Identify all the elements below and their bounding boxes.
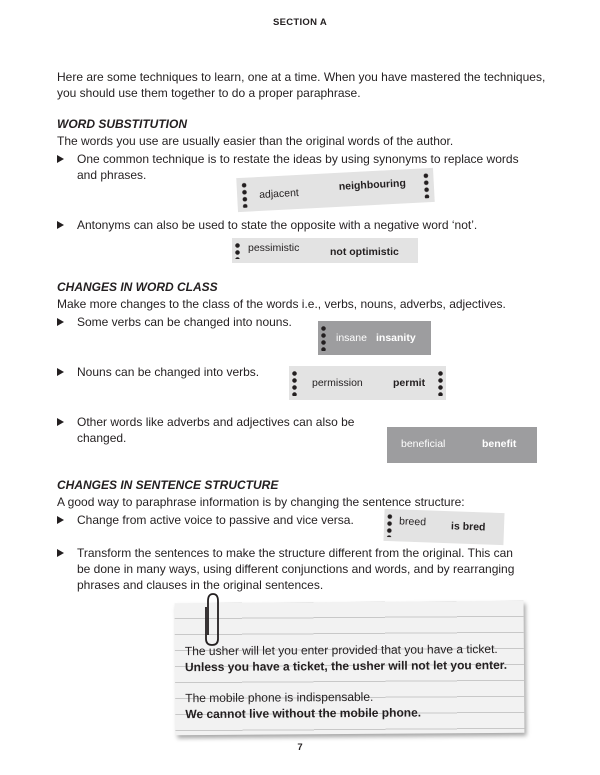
bullet-active-passive [57,512,377,528]
page-number: 7 [297,742,303,753]
heading-sentence-structure: CHANGES IN SENTENCE STRUCTURE [57,478,279,492]
word-substitution-desc: The words you use are usually easier than the original words of the author. [57,134,454,148]
tag-original-word: beneficial [401,438,446,450]
intro-line-1: Here are some techniques to learn, one at a time. When you have mastered the techniques, [57,70,546,84]
word-tag-pessimistic-not-optimistic [232,238,418,263]
bullet-text: Antonyms can also be used to state the opposite with a negative word ‘not’. [77,218,478,232]
sentence-structure-desc: A good way to paraphrase information is by changing the sentence structure: [57,495,465,509]
tag-new-word: is bred [450,520,486,534]
tag-new-word: neighbouring [338,177,407,193]
tag-new-word: not optimistic [330,246,399,258]
bullet-arrow-icon [57,318,64,326]
word-tag-breed-is-bred [383,509,504,545]
binder-holes [321,325,326,351]
word-class-desc: Make more changes to the class of the words i.e., verbs, nouns, adverbs, adjectives. [57,297,506,311]
bullet-verbs-to-nouns [57,314,317,330]
bullet-text: Other words like adverbs and adjectives can also be [77,415,355,429]
binder-holes [438,370,443,396]
paperclip-icon [202,591,222,647]
word-tag-permission-permit [289,366,446,400]
example-1-paraphrase: Unless you have a ticket, the usher will not let you enter. [184,657,508,675]
bullet-text: Nouns can be changed into verbs. [77,365,260,379]
tag-new-word: permit [393,377,426,389]
bullet-arrow-icon [57,418,64,426]
bullet-text: Some verbs can be changed into nouns. [77,315,292,329]
bullet-arrow-icon [57,221,64,229]
intro-line-2: you should use them together to do a proper paraphrase. [57,86,361,100]
binder-holes [235,242,240,259]
bullet-adverbs-adjectives [57,414,377,446]
example-2-paraphrase: We cannot live without the mobile phone. [185,705,422,722]
tag-original-word: pessimistic [248,242,300,254]
bullet-antonyms [57,217,567,233]
bullet-text: be done in many ways, using different conjunctions and words, and by rearranging [77,562,515,576]
tag-original-word: insane [336,332,367,344]
heading-word-class: CHANGES IN WORD CLASS [57,280,218,294]
tag-new-word: insanity [376,332,416,344]
bullet-nouns-to-verbs [57,364,287,380]
bullet-transform-sentences [57,545,572,593]
tag-original-word: breed [398,515,427,529]
binder-holes [292,370,297,396]
bullet-text: and phrases. [77,168,147,182]
word-tag-beneficial-benefit [387,427,537,463]
binder-holes [241,182,247,208]
example-1-original: The usher will let you enter provided that you have a ticket. [184,641,498,659]
tag-new-word: benefit [482,438,517,450]
bullet-arrow-icon [57,549,64,557]
tag-original-word: adjacent [258,186,300,201]
heading-word-substitution: WORD SUBSTITUTION [57,117,187,131]
bullet-text: Change from active voice to passive and vice versa. [77,513,354,527]
word-tag-insane-insanity [318,321,431,355]
bullet-text: phrases and clauses in the original sentences. [77,578,324,592]
bullet-text: changed. [77,431,127,445]
bullet-arrow-icon [57,516,64,524]
example-note-paper [175,601,525,735]
binder-holes [423,172,429,198]
example-2-original: The mobile phone is indispensable. [185,689,374,706]
bullet-text: One common technique is to restate the ideas by using synonyms to replace words [77,152,519,166]
binder-holes [387,513,393,537]
bullet-arrow-icon [57,155,64,163]
bullet-arrow-icon [57,368,64,376]
bullet-text: Transform the sentences to make the structure different from the original. This can [77,546,513,560]
tag-original-word: permission [312,377,363,389]
section-title: SECTION A [272,17,328,28]
